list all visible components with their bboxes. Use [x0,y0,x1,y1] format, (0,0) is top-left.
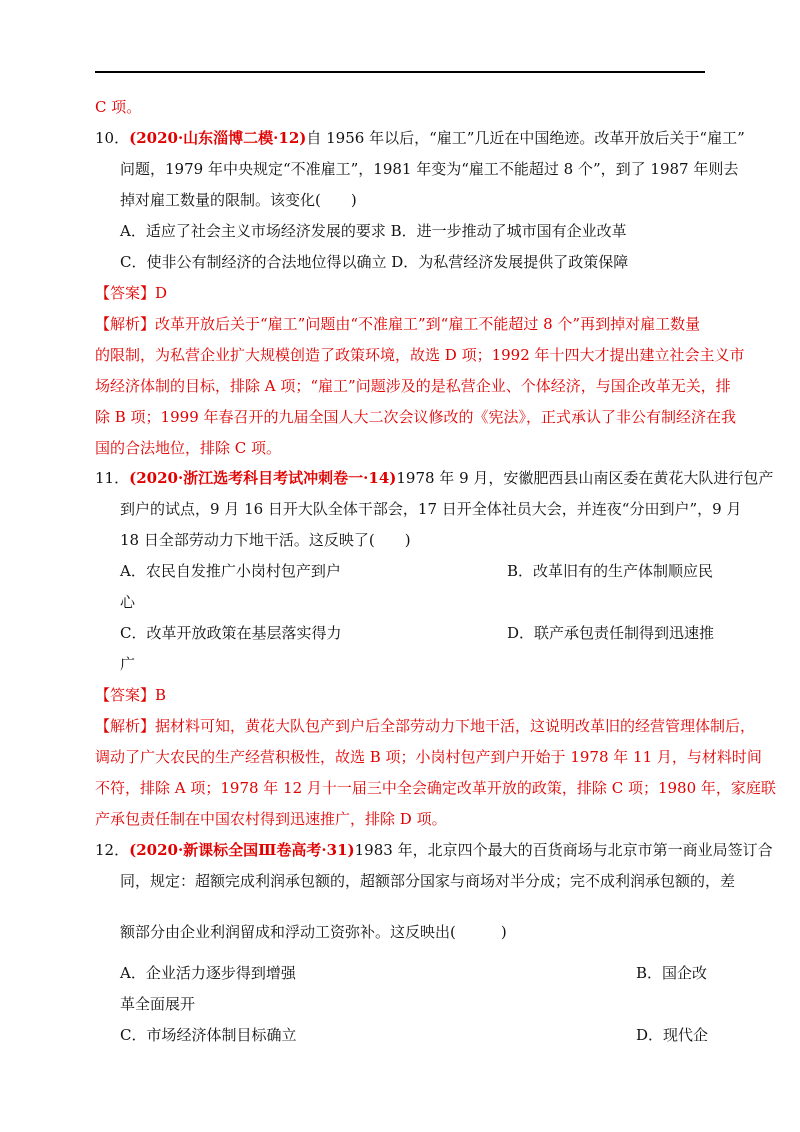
question-10-options-cd: C．使非公有制经济的合法地位得以确立 D．为私营经济发展提供了政策保障 [120,253,629,271]
question-12-option-b: B．国企改 [636,964,708,982]
question-10-analysis-2: 的限制，为私营企业扩大规模创造了政策环境，故选 D 项；1992 年十四大才提出建立社会主义市 [95,346,745,364]
question-number: 10． [95,129,130,147]
question-12-option-d: D．现代企 [636,1026,709,1044]
question-11-option-b: B．改革旧有的生产体制顺应民 [507,562,714,580]
question-10-line2: 问题，1979 年中央规定“不准雇工”，1981 年变为“雇工不能超过 8 个”，到了 1987 年则去 [120,160,739,178]
question-11-option-a: A．农民自发推广小岗村包产到户 [120,562,341,580]
question-11-analysis-2: 调动了广大农民的生产经营积极性，故选 B 项；小岗村包产到户开始于 1978 年 11 月，与材料时间 [95,748,762,766]
question-11-analysis-1: 【解析】据材料可知，黄花大队包产到户后全部劳动力下地干活，这说明改革旧的经营管理体制后， [95,717,756,735]
question-11-line2: 到户的试点，9 月 16 日开大队全体干部会，17 日开全体社员大会，并连夜“分田到户”，9 月 [120,500,742,518]
question-text: 1978 年 9 月，安徽肥西县山南区委在黄花大队进行包产 [396,469,774,487]
header-rule [95,71,705,73]
question-12-option-a: A．企业活力逐步得到增强 [120,964,296,982]
prev-answer-tail: C 项。 [95,98,142,116]
question-number: 11． [95,469,130,487]
question-10-line3: 掉对雇工数量的限制。该变化( ) [120,191,357,209]
question-11-option-d: D．联产承包责任制得到迅速推 [507,624,715,642]
question-source: (2020·山东淄博二模·12) [129,129,307,147]
question-11-option-d-wrap: 广 [120,655,136,673]
question-12-option-b-wrap: 革全面展开 [120,995,196,1013]
question-11-answer: 【答案】B [95,686,167,704]
question-10-analysis-5: 国的合法地位，排除 C 项。 [95,439,282,457]
question-10-analysis-3: 场经济体制的目标，排除 A 项；“雇工”问题涉及的是私营企业、个体经济，与国企改革无关，排 [95,377,731,395]
question-10-answer: 【答案】D [95,284,168,302]
question-source: (2020·浙江选考科目考试冲刺卷一·14) [129,469,397,487]
question-10-analysis-1: 【解析】改革开放后关于“雇工”问题由“不准雇工”到“雇工不能超过 8 个”再到掉对雇工数量 [95,315,701,333]
question-12-line2: 同，规定：超额完成利润承包额的，超额部分国家与商场对半分成；完不成利润承包额的，差 [120,872,736,890]
question-10-analysis-4: 除 B 项；1999 年春召开的九届全国人大二次会议修改的《宪法》，正式承认了非公有制经济在我 [95,408,737,426]
question-11-line3: 18 日全部劳动力下地干活。这反映了( ) [120,531,411,549]
question-10-options-ab: A．适应了社会主义市场经济发展的要求 B．进一步推动了城市国有企业改革 [120,222,627,240]
question-text: 自 1956 年以后，“雇工”几近在中国绝迹。改革开放后关于“雇工” [306,129,745,147]
question-11-analysis-3: 不符，排除 A 项；1978 年 12 月十一届三中全会确定改革开放的政策，排除 C 项；1980 年，家庭联 [95,779,776,797]
question-11-analysis-4: 产承包责任制在中国农村得到迅速推广，排除 D 项。 [95,810,447,828]
question-12-line3: 额部分由企业利润留成和浮动工资弥补。这反映出( ) [120,923,507,941]
question-text: 1983 年，北京四个最大的百货商场与北京市第一商业局签订合 [354,841,773,859]
question-11-option-c: C．改革开放政策在基层落实得力 [120,624,342,642]
question-12-option-c: C．市场经济体制目标确立 [120,1026,297,1044]
question-12-line1 [95,840,773,860]
question-11-line1 [95,468,773,488]
question-11-option-b-wrap: 心 [120,593,136,611]
question-source: (2020·新课标全国Ⅲ卷高考·31) [129,841,355,859]
question-number: 12． [95,841,130,859]
question-10-line1 [95,128,745,148]
